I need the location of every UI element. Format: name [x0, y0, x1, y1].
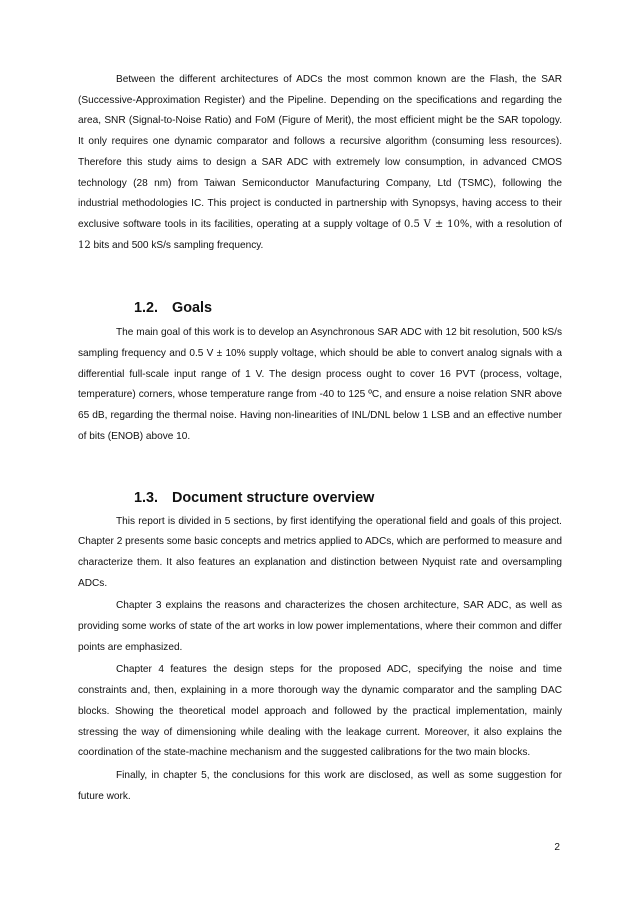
page-number: 2: [554, 842, 560, 853]
intro-math-voltage: 0.5 V ± 10%: [404, 218, 470, 230]
section-number: 1.3.: [134, 489, 159, 506]
intro-text-start: Between the different architectures of ADCs the most common known are the Flash, the SAR (Successive-Approximation Register) and the Pipeline. Depending on the specifications and regarding the area, SNR (Signal-to-Noise Ratio) and FoM (Figure of Merit), the most efficient might be the SAR topology. It only requires one dynamic comparator and follows a recursive algorithm (consuming less resources). Therefore this study aims to design a SAR ADC with extremely low consumption, in advanced CMOS technology (28 nm) from Taiwan Semiconductor Manufacturing Company, Ltd (TSMC), following the industrial methodologies IC. This project is conducted in partnership with Synopsys, having access to their exclusive software tools in its facilities, operating at a supply voltage of: [78, 74, 562, 230]
document-page: [78, 70, 562, 807]
intro-text-end: bits and 500 kS/s sampling frequency.: [90, 239, 264, 251]
intro-text-mid: , with a resolution of: [469, 218, 562, 230]
section-number: 1.2.: [134, 300, 159, 317]
section-heading-structure: [78, 488, 562, 508]
section-title: Goals: [172, 300, 212, 317]
structure-paragraph-1: This report is divided in 5 sections, by first identifying the operational field and goals of this project. Chapter 2 presents some basic concepts and metrics applied to ADCs, which are performed to measure and characterize them. It also features an explanation and distinction between Nyquist rate and oversampling ADCs.: [78, 515, 562, 589]
structure-paragraph-4: Finally, in chapter 5, the conclusions for this work are disclosed, as well as some suggestion for future work.: [78, 769, 562, 802]
structure-paragraph-3: Chapter 4 features the design steps for the proposed ADC, specifying the noise and time constraints and, then, explaining in a more thorough way the dynamic comparator and the sampling DAC blocks. Showing the theoretical model approach and followed by the practical implementation, mainly stressing the way of dimensioning while dealing with the leakage current. Moreover, it also explains the coordination of the state-machine mechanism and the suggested calibrations for the two main blocks.: [78, 664, 562, 759]
section-title: Document structure overview: [172, 489, 375, 506]
structure-paragraph-2: Chapter 3 explains the reasons and characterizes the chosen architecture, SAR ADC, as well as providing some works of state of the art works in low power implementations, where their common and differ points are emphasized.: [78, 600, 562, 653]
goals-paragraph: The main goal of this work is to develop an Asynchronous SAR ADC with 12 bit resolution, 500 kS/s sampling frequency and 0.5 V ± 10% supply voltage, which should be able to convert analog signals with a differential full-scale input range of 1 V. The design process ought to cover 16 PVT (process, voltage, temperature) corners, whose temperature range from -40 to 125 ºC, and ensure a noise relation SNR above 65 dB, regarding the thermal noise. Having non-linearities of INL/DNL below 1 LSB and an effective number of bits (ENOB) above 10.: [78, 327, 562, 442]
intro-math-bits: 12: [78, 239, 91, 251]
section-heading-goals: [78, 298, 562, 318]
intro-paragraph: [78, 70, 562, 256]
